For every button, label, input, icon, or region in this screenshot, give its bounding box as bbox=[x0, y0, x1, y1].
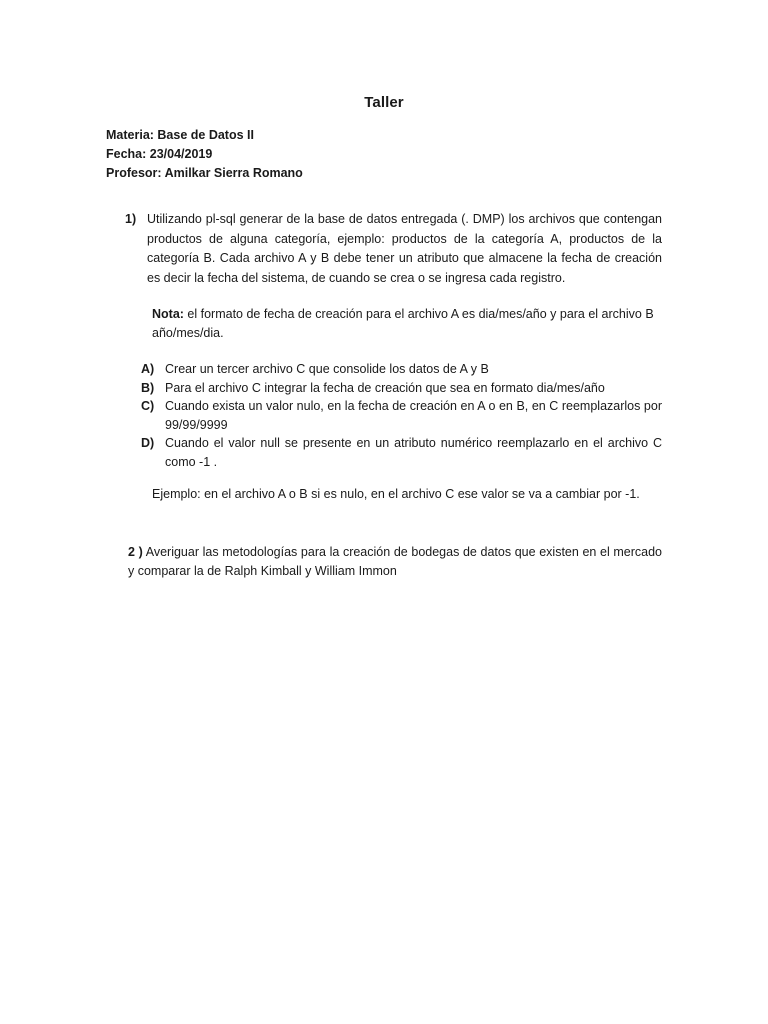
question-1 bbox=[125, 210, 662, 288]
note-label: Nota: bbox=[152, 307, 184, 321]
question-1-number: 1) bbox=[125, 212, 137, 226]
sub-items-list bbox=[141, 360, 662, 471]
question-2-number: 2 ) bbox=[128, 545, 143, 559]
question-2 bbox=[128, 543, 662, 581]
sub-item-b bbox=[141, 379, 662, 398]
meta-subject: Materia: Base de Datos II bbox=[106, 128, 254, 142]
sub-item-b-text: Para el archivo C integrar la fecha de creación que sea en formato dia/mes/año bbox=[165, 380, 605, 395]
sub-item-a-text: Crear un tercer archivo C que consolide los datos de A y B bbox=[165, 362, 489, 376]
sub-item-d-letter: D) bbox=[141, 436, 155, 450]
question-1-text: Utilizando pl-sql generar de la base de datos entregada (. DMP) los archivos que contengan productos de alguna categoría, ejemplo: productos de la categoría A, productos de la categoría B. Cada archivo A y B debe tener un atributo que almacene la fecha de creación es decir la fecha del sistema, de cuando se crea o se ingresa cada registro. bbox=[147, 212, 662, 285]
document-title: Taller bbox=[364, 94, 404, 111]
example-paragraph: Ejemplo: en el archivo A o B si es nulo, en el archivo C ese valor se va a cambiar por -1. bbox=[152, 487, 640, 501]
sub-item-d bbox=[141, 434, 662, 471]
sub-item-c-letter: C) bbox=[141, 399, 155, 413]
question-2-text: Averiguar las metodologías para la creación de bodegas de datos que existen en el mercado y comparar la de Ralph Kimball y William Immon bbox=[128, 545, 662, 578]
sub-item-c-text: Cuando exista un valor nulo, en la fecha de creación en A o en B, en C reemplazarlos por 99/99/9999 bbox=[165, 399, 662, 432]
sub-item-c bbox=[141, 397, 662, 434]
note-text: el formato de fecha de creación para el archivo A es dia/mes/año y para el archivo B año/mes/dia. bbox=[152, 307, 654, 340]
document-meta bbox=[106, 126, 303, 183]
meta-professor: Profesor: Amilkar Sierra Romano bbox=[106, 166, 303, 180]
sub-item-a-letter: A) bbox=[141, 362, 155, 376]
meta-date: Fecha: 23/04/2019 bbox=[106, 147, 213, 161]
sub-item-d-text: Cuando el valor null se presente en un atributo numérico reemplazarlo en el archivo C como -1 . bbox=[165, 436, 662, 469]
sub-item-a bbox=[141, 360, 662, 379]
sub-item-b-letter: B) bbox=[141, 380, 155, 395]
note-paragraph bbox=[152, 305, 662, 343]
